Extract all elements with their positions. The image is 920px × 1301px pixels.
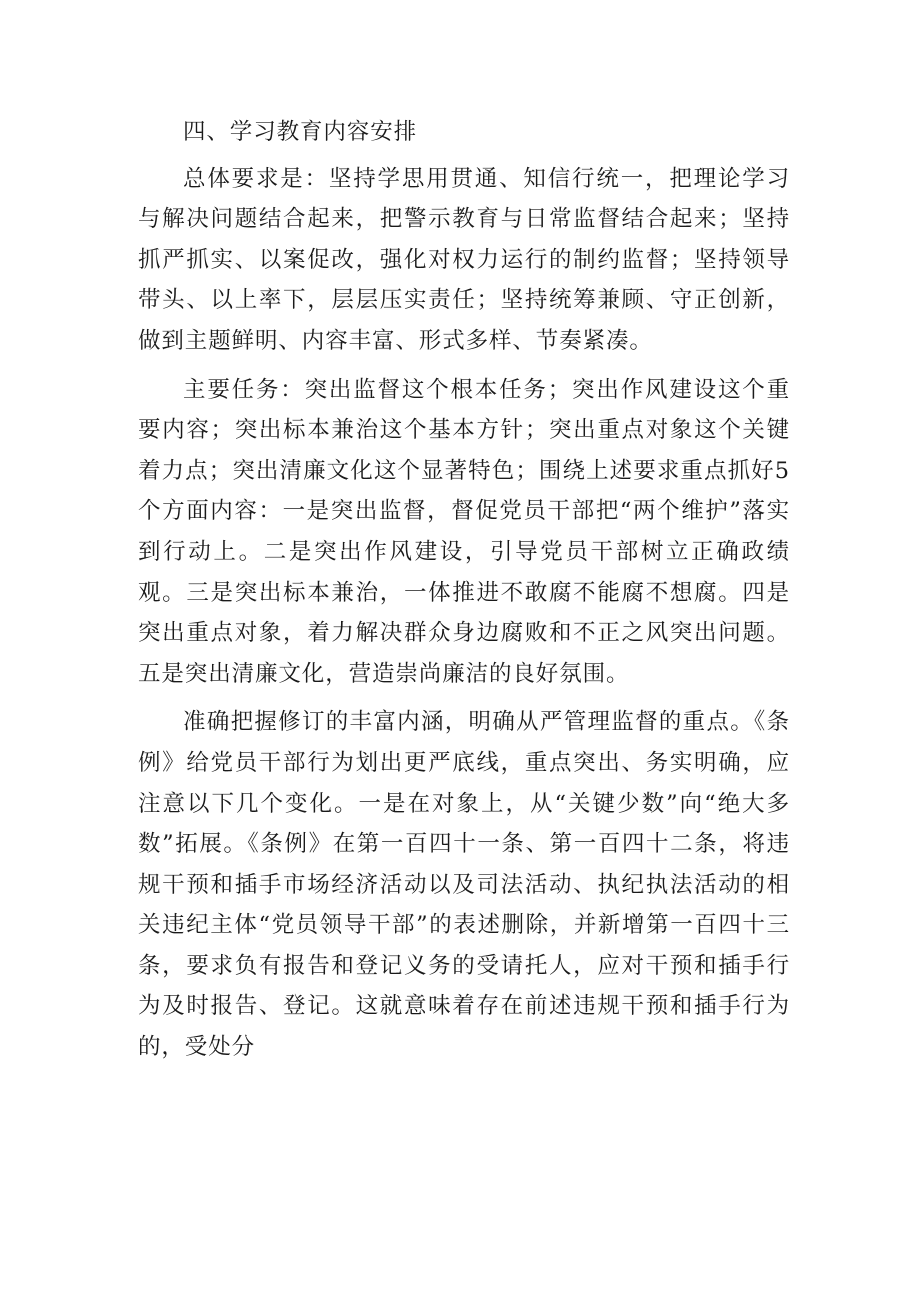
- paragraph-main-tasks: 主要任务：突出监督这个根本任务；突出作风建设这个重要内容；突出标本兼治这个基本方针；突出重点对象这个关键着力点；突出清廉文化这个显著特色；围绕上述要求重点抓好5个方面内容：一是突出监督，督促党员干部把“两个维护”落实到行动上。二是突出作风建设，引导党员干部树立正确政绩观。三是突出标本兼治，一体推进不敢腐不能腐不想腐。四是突出重点对象，着力解决群众身边腐败和不正之风突出问题。五是突出清廉文化，营造崇尚廉洁的良好氛围。: [138, 376, 790, 687]
- document-body: [138, 112, 790, 1068]
- paragraph-revision-connotation: 准确把握修订的丰富内涵，明确从严管理监督的重点。《条例》给党员干部行为划出更严底线，重点突出、务实明确，应注意以下几个变化。一是在对象上，从“关键少数”向“绝大多数”拓展。《条例》在第一百四十一条、第一百四十二条，将违规干预和插手市场经济活动以及司法活动、执纪执法活动的相关违纪主体“党员领导干部”的表述删除，并新增第一百四十三条，要求负有报告和登记义务的受请托人，应对干预和插手行为及时报告、登记。这就意味着存在前述违规干预和插手行为的，受处分: [138, 709, 790, 1061]
- section-heading: 四、学习教育内容安排: [183, 119, 418, 145]
- paragraph-general-requirements: 总体要求是：坚持学思用贯通、知信行统一，把理论学习与解决问题结合起来，把警示教育与日常监督结合起来；坚持抓严抓实、以案促改，强化对权力运行的制约监督；坚持领导带头、以上率下，层层压实责任；坚持统筹兼顾、守正创新，做到主题鲜明、内容丰富、形式多样、节奏紧凑。: [138, 165, 790, 354]
